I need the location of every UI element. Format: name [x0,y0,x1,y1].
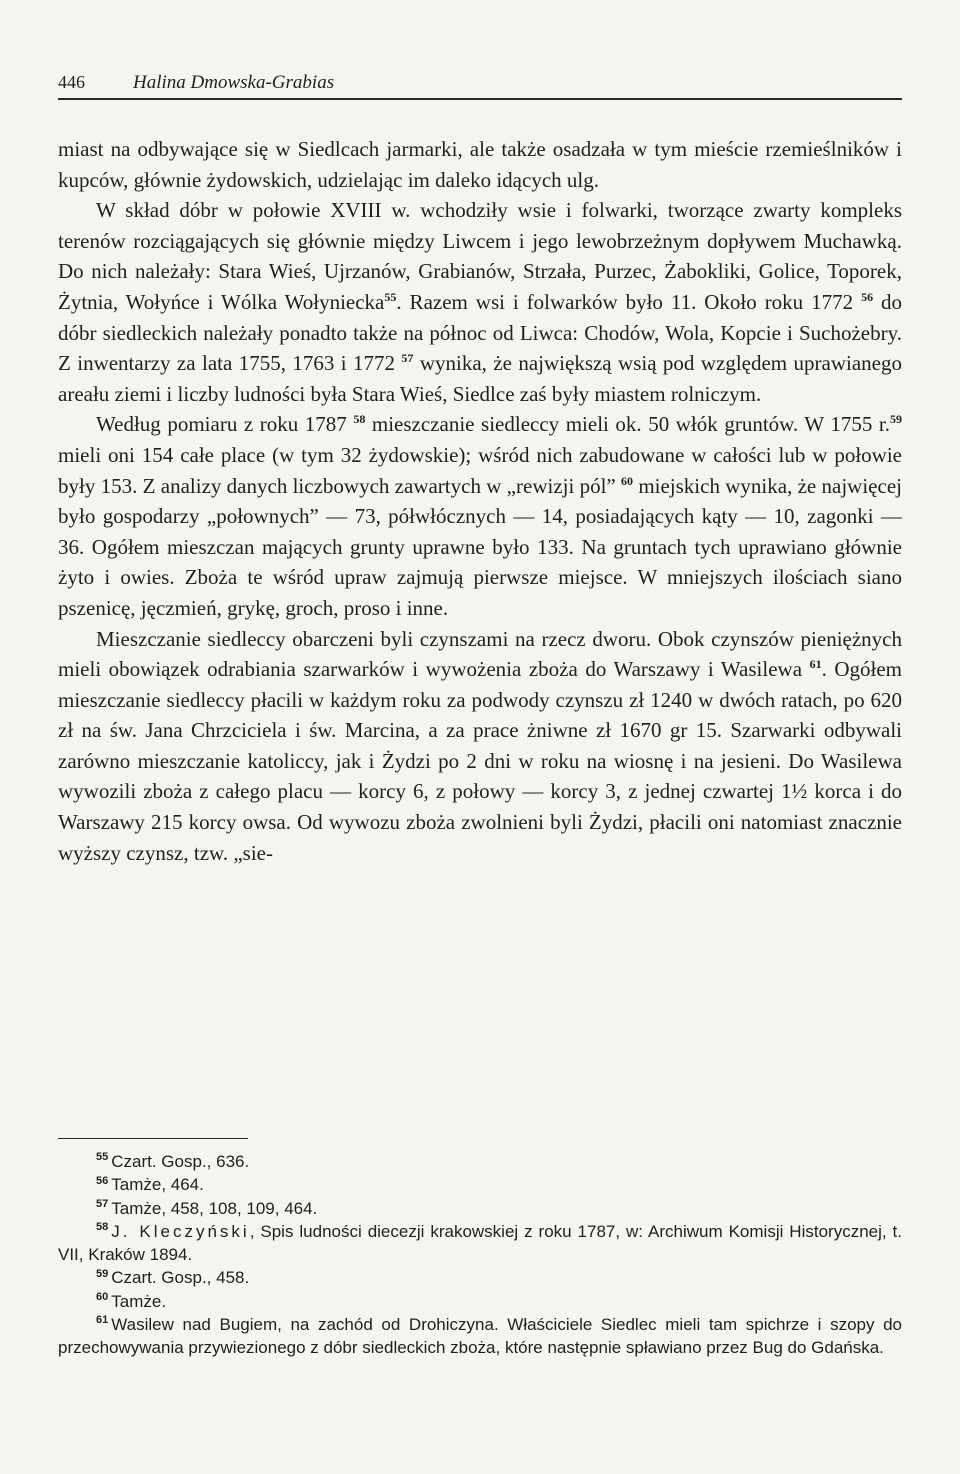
footnote [58,1266,902,1289]
footnote [58,1150,902,1173]
paragraph-text: do dóbr siedleckich należały ponadto także na północ od Liwca: Chodów, Wola, Kopcie i Suchożebry. Z inwentarzy za lata 1755, 1763 i 1772 [58,289,902,376]
footnote-marker: 59 [890,412,902,427]
paragraph-text: miejskich wynika, że najwięcej było gospodarzy „połownych” — 73, półwłócznych — 14, posiadających kąty — 10, zagonki — 36. Ogółem mieszczan mających grunty uprawne było 133. Na gruntach tych uprawiano głównie żyto i owies. Zboża te wśród upraw zajmują pierwsze miejsce. W mniejszych ilościach siano pszenicę, jęczmień, grykę, groch, proso i inne. [58,473,902,620]
footnote-text: Tamże. [111,1291,167,1311]
footnote-text: Tamże, 458, 108, 109, 464. [111,1198,318,1218]
footnote [58,1197,902,1220]
footnotes [58,1150,902,1360]
footnote-number: 57 [96,1197,109,1210]
paragraph-text: mieli oni 154 całe place (w tym 32 żydowskie); wśród nich zabudowane w całości lub w połowie były 153. Z analizy danych liczbowych zawartych w „rewizji pól” [58,442,902,498]
running-head-author: Halina Dmowska-Grabias [133,72,335,93]
footnote-separator [58,1138,248,1139]
running-header [58,70,902,100]
footnote-text: Czart. Gosp., 636. [111,1152,250,1171]
paragraph-text: wynika, że największą wsią pod względem uprawianego areału ziemi i liczby ludności była Stara Wieś, Siedlce zaś były miastem rolniczym. [58,351,902,406]
paragraph-text: W skład dóbr w połowie XVIII w. wchodziły wsie i folwarki, tworzące zwarty kompleks terenów rozciągających się głównie między Liwcem i jego lewobrzeżnym dopływem Muchawką. Do nich należały: Stara Wieś, Ujrzanów, Grabianów, Strzała, Purzec, Żabokliki, Golice, Toporek, Żytnia, Wołyńce i Wólka Wołyniecka [58,198,902,314]
paragraph [58,134,902,195]
page-number: 446 [58,72,85,92]
body-text [58,134,902,868]
footnote-number: 55 [96,1151,109,1164]
paragraph [58,624,902,869]
footnote-text: , Spis ludności diecezji krakowskiej z roku 1787, w: Archiwum Komisji Historycznej, t. VII, Kraków 1894. [58,1221,902,1265]
paragraph-text: miast na odbywające się w Siedlcach jarmarki, ale także osadzała w tym mieście rzemieślników i kupców, głównie żydowskich, udzielając im daleko idących ulg. [58,137,902,192]
footnote-text: Tamże, 464. [111,1175,204,1195]
footnote-text: Wasilew nad Bugiem, na zachód od Drohiczyna. Właściciele Siedlec mieli tam spichrze i szopy do przechowywania przywiezionego z dóbr siedleckich zboża, które następnie spławiano przez Bug do Gdańska. [58,1315,902,1358]
paragraph-text: Mieszczanie siedleccy obarczeni byli czynszami na rzecz dworu. Obok czynszów pieniężnych mieli obowiązek odrabiania szarwarków i wywożenia zboża do Warszawy i Wasilewa [58,626,902,682]
footnote-number: 59 [96,1267,109,1280]
footnote-marker: 60 [621,473,634,488]
paragraph-text: Według pomiaru z roku 1787 [96,412,354,437]
footnote-marker: 57 [401,351,414,366]
footnote-number: 60 [96,1291,109,1304]
footnote-marker: 61 [809,657,822,672]
footnote [58,1220,902,1267]
paragraph-text: . Ogółem mieszczanie siedleccy płacili w każdym roku za podwody czynszu zł 1240 w dwóch ratach, po 620 zł na św. Jana Chrzciciela i św. Marcina, a za prace żniwne zł 1670 gr 15. Szarwarki odbywali zarówno mieszczanie katoliccy, jak i Żydzi po 2 dni w roku na wiosnę i na jesieni. Do Wasilewa wywozili zboża z całego placu — korcy 6, z połowy — korcy 3, z jednej czwartej 1½ korca i do Warszawy 215 korcy owsa. Od wywozu zboża zwolnieni byli Żydzi, płacili oni natomiast znacznie wyższy czynsz, tzw. „sie- [58,657,902,865]
footnote [58,1313,902,1360]
footnote-marker: 56 [861,289,874,304]
footnote [58,1173,902,1196]
footnote-marker: 55 [384,289,397,304]
footnote [58,1290,902,1313]
footnote-author: J. Kleczyński [111,1221,250,1241]
footnote-number: 56 [96,1174,109,1187]
footnote-number: 58 [96,1221,109,1234]
paragraph [58,195,902,409]
footnote-marker: 58 [353,412,366,427]
paragraph-text: mieszczanie siedleccy mieli ok. 50 włók gruntów. W 1755 r. [365,412,890,437]
paragraph [58,409,902,623]
paragraph-text: . Razem wsi i folwarków było 11. Około roku 1772 [396,289,862,314]
footnote-text: Czart. Gosp., 458. [111,1268,250,1288]
footnote-number: 61 [96,1314,109,1327]
